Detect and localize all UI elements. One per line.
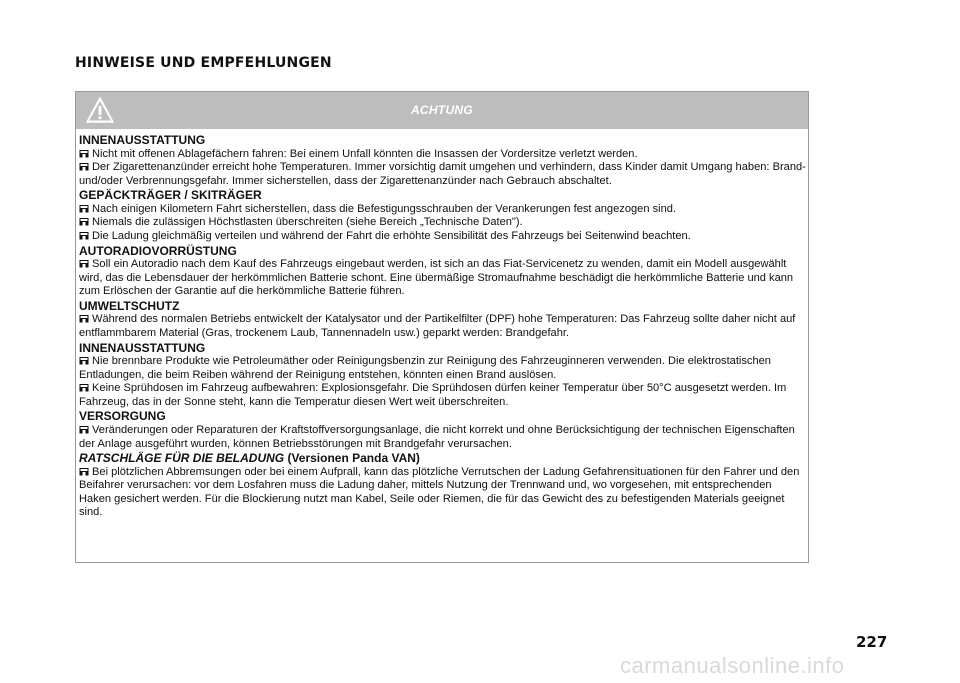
list-item-text: Nach einigen Kilometern Fahrt sicherstellen, dass die Befestigungsschrauben der Verankerungen fest angezogen sind. <box>92 202 677 215</box>
list-item-text: Der Zigarettenanzünder erreicht hohe Temperaturen. Immer vorsichtig damit umgehen und verhindern, dass Kinder damit Umgang haben: Brand- und/oder Verbrennungsgefahr. Immer sicherstellen, dass der Zigarettenanzünder nach Gebrauch abschaltet. <box>79 161 806 187</box>
car-door-bullet-icon <box>79 217 89 226</box>
list-item <box>79 313 806 340</box>
list-item-text: Nie brennbare Produkte wie Petroleumäther oder Reinigungsbenzin zur Reinigung des Fahrzeuginneren verwenden. Die elektrostatischen Entladungen, die beim Reiben während der Reinigung entstehen, könnten einen Brand auslösen. <box>79 355 771 381</box>
page-title: HINWEISE UND EMPFEHLUNGEN <box>75 55 332 71</box>
car-door-bullet-icon <box>79 356 89 365</box>
car-door-bullet-icon <box>79 314 89 323</box>
section-heading-italic: RATSCHLÄGE FÜR DIE BELADUNG <box>79 451 285 466</box>
warning-header <box>76 92 808 129</box>
section-heading: INNENAUSSTATTUNG <box>79 133 206 147</box>
warning-body <box>76 129 808 520</box>
watermark: carmanualsonline.info <box>620 653 845 678</box>
list-item <box>79 230 806 244</box>
car-door-bullet-icon <box>79 383 89 392</box>
car-door-bullet-icon <box>79 162 89 171</box>
list-item-text: Die Ladung gleichmäßig verteilen und während der Fahrt die erhöhte Sensibilität des Fahrzeugs bei Seitenwind beachten. <box>92 229 691 242</box>
list-item-text: Keine Sprühdosen im Fahrzeug aufbewahren: Explosionsgefahr. Die Sprühdosen dürfen keiner Temperatur über 50°C ausgesetzt werden. Im Fahrzeug, das in der Sonne steht, kann die Temperatur diesen Wert weit überschreiten. <box>79 382 787 408</box>
list-item-text: Niemals die zulässigen Höchstlasten überschreiten (siehe Bereich „Technische Daten"). <box>92 216 523 229</box>
list-item <box>79 258 806 299</box>
section-heading: INNENAUSSTATTUNG <box>79 340 206 355</box>
section-heading-beladung <box>79 451 806 466</box>
list-item <box>79 216 806 230</box>
section-heading: UMWELTSCHUTZ <box>79 298 180 313</box>
warning-title: ACHTUNG <box>410 103 474 117</box>
section-heading-suffix: (Versionen Panda VAN) <box>284 451 420 466</box>
list-item-text: Soll ein Autoradio nach dem Kauf des Fahrzeugs eingebaut werden, ist sich an das Fiat-Servicenetz zu wenden, damit ein Modell ausgewählt wird, das die Lebensdauer der herkömmlichen Batterie schont. Eine übermäßige Stromaufnahme beschädigt die herkömmliche Batterie und kann zum Erlöschen der Garantie auf die herkömmliche Batterie führen. <box>79 258 794 298</box>
list-item <box>79 148 806 162</box>
section-heading: VERSORGUNG <box>79 409 166 424</box>
section-heading: GEPÄCKTRÄGER / SKITRÄGER <box>79 188 262 203</box>
car-door-bullet-icon <box>79 204 89 213</box>
list-item <box>79 203 806 217</box>
list-item <box>79 355 806 382</box>
list-item-text: Nicht mit offenen Ablagefächern fahren: Bei einem Unfall könnten die Insassen der Vordersitze verletzt werden. <box>92 147 638 160</box>
car-door-bullet-icon <box>79 467 89 476</box>
list-item <box>79 382 806 409</box>
car-door-bullet-icon <box>79 425 89 434</box>
list-item-text: Während des normalen Betriebs entwickelt der Katalysator und der Partikelfilter (DPF) hohe Temperaturen: Das Fahrzeug sollte daher nicht auf entflammbarem Material (Gras, trockenem Laub, Tannennadeln usw.) geparkt werden: Brandgefahr. <box>79 313 796 339</box>
list-item <box>79 466 806 520</box>
list-item <box>79 424 806 451</box>
car-door-bullet-icon <box>79 259 89 268</box>
page-number: 227 <box>856 633 888 651</box>
list-item-text: Veränderungen oder Reparaturen der Kraftstoffversorgungsanlage, die nicht korrekt und ohne Berücksichtigung der technischen Eigenschaften der Anlage ausgeführt wurden, können Betriebsstörungen mit Brandgefahr verursachen. <box>79 423 795 450</box>
car-door-bullet-icon <box>79 149 89 158</box>
section-heading: AUTORADIOVORRÜSTUNG <box>79 243 237 258</box>
list-item-text: Bei plötzlichen Abbremsungen oder bei einem Aufprall, kann das plötzliche Verrutschen der Ladung Gefahrensituationen für den Fahrer und den Beifahrer verursachen: vor dem Losfahren muss die Ladung daher, mittels Nutzung der Trennwand und, wo vorgesehen, mit entsprechenden Haken gesichert werden. Für die Blockierung nutzt man Kabel, Seile oder Riemen, die für das Gewicht des zu befestigenden Materials geeignet sind. <box>79 465 800 519</box>
warning-box <box>75 91 809 563</box>
car-door-bullet-icon <box>79 231 89 240</box>
list-item <box>79 161 806 188</box>
